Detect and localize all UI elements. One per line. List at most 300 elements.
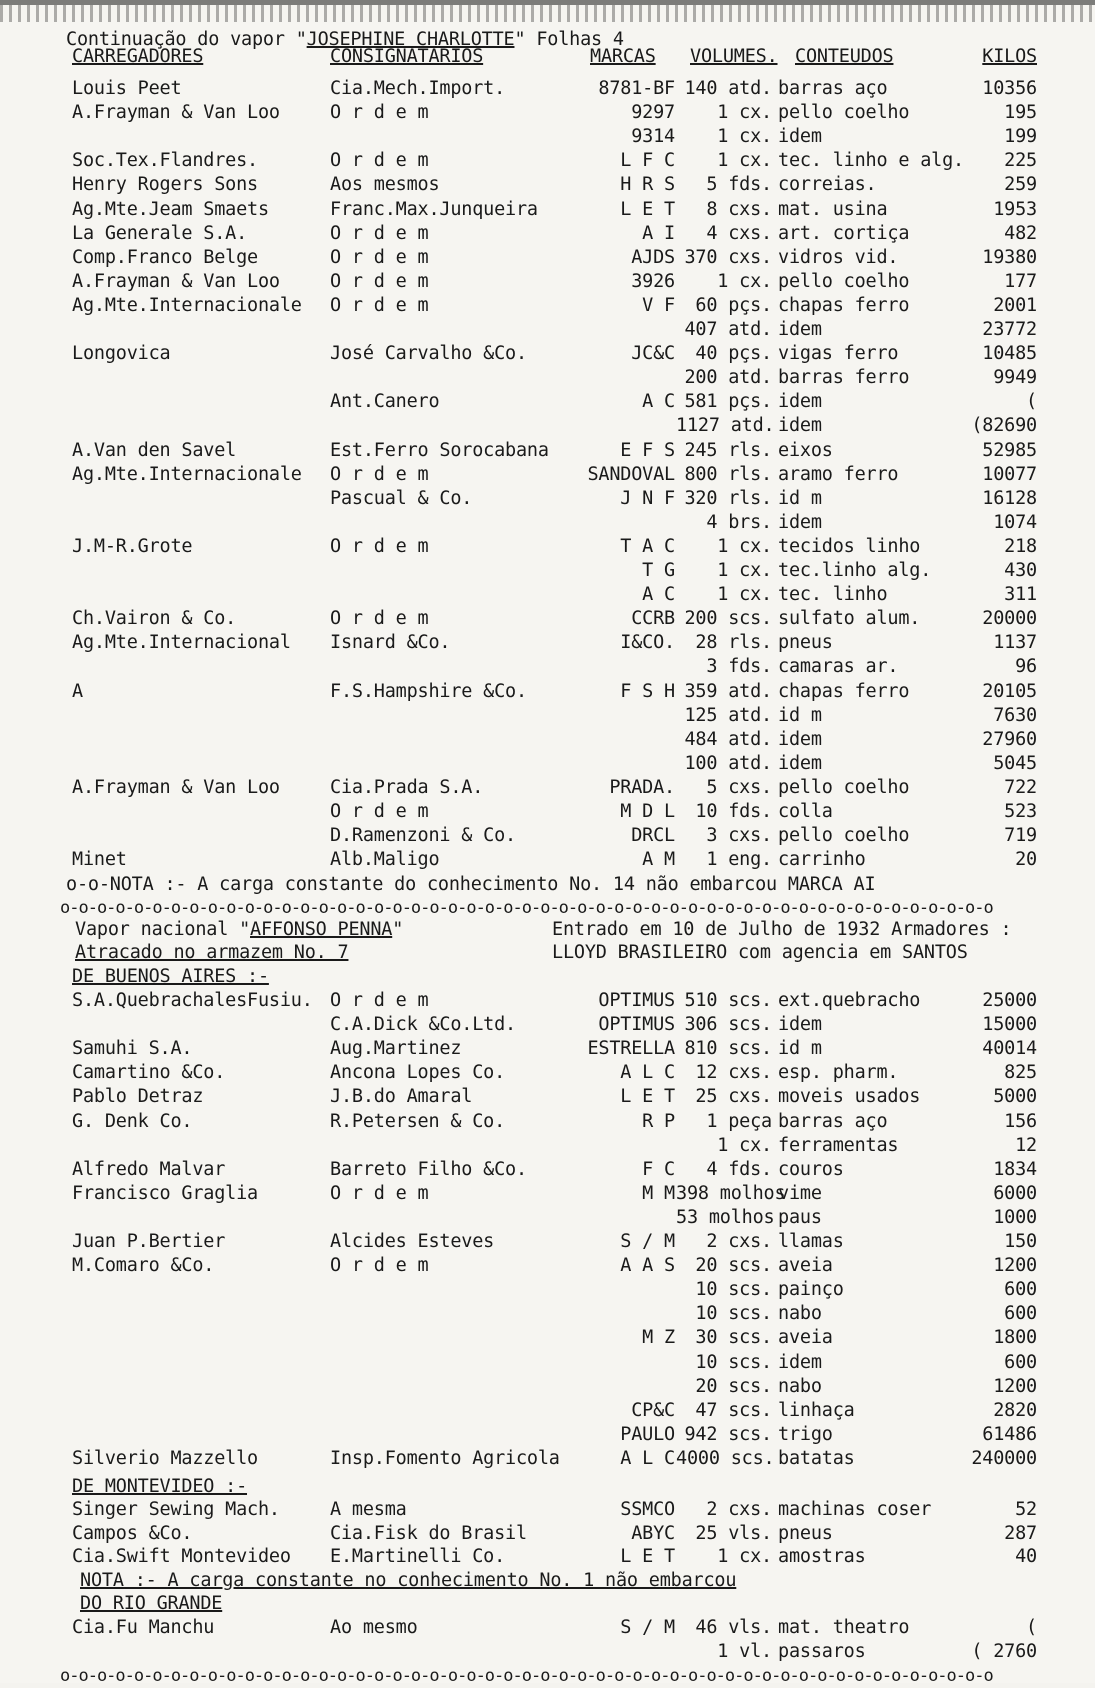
- cell-consignee: J.B.do Amaral: [330, 1086, 473, 1108]
- cell-shipper: [72, 824, 327, 848]
- cell-consignee: F.S.Hampshire &Co.: [330, 680, 527, 702]
- cell-volume: 140 atd.: [684, 78, 772, 99]
- cell-kilos: 52: [1015, 1499, 1037, 1520]
- cell-volume: 8 cxs.: [706, 198, 772, 220]
- cell-volume: 10 fds.: [695, 801, 772, 822]
- cell-shipper: Louis Peet: [72, 78, 182, 99]
- cell-contents: tec.linho alg.: [778, 560, 932, 581]
- cell-kilos: 199: [1004, 126, 1037, 148]
- cell-contents: aveia: [778, 1327, 833, 1349]
- cell-shipper: A.Frayman & Van Loo: [72, 270, 280, 292]
- cell-mark: 9297: [631, 102, 675, 124]
- cell-consignee: O r d e m: [330, 150, 429, 172]
- cell-kilos: 1000: [993, 1206, 1037, 1228]
- cell-kilos: 19380: [982, 246, 1037, 268]
- cell-mark: CCRB: [631, 608, 675, 630]
- cell-shipper: [72, 366, 327, 390]
- cell-kilos: 2820: [993, 1399, 1037, 1421]
- cell-kilos: 1200: [993, 1375, 1037, 1397]
- cell-shipper: La Generale S.A.: [72, 222, 248, 244]
- cell-volume: 2 cxs.: [706, 1231, 772, 1252]
- cell-contents: tecidos linho: [778, 535, 921, 557]
- cell-volume: 125 atd.: [684, 704, 772, 726]
- cell-volume: 484 atd.: [684, 728, 772, 750]
- cell-consignee: Isnard &Co.: [330, 632, 451, 654]
- cell-mark: A A S: [620, 1255, 675, 1277]
- cell-shipper: Cia.Swift Montevideo: [72, 1546, 291, 1567]
- cell-volume: 20 scs.: [695, 1255, 772, 1277]
- cell-kilos: 10356: [982, 78, 1037, 99]
- cell-mark: JC&C: [631, 343, 675, 365]
- cell-shipper: [72, 583, 327, 607]
- cell-contents: paus: [778, 1206, 822, 1228]
- cell-mark: T G: [642, 560, 675, 581]
- cell-contents: idem: [778, 415, 822, 437]
- cell-volume: 4 cxs.: [706, 222, 772, 244]
- cell-consignee: D.Ramenzoni & Co.: [330, 825, 516, 847]
- cell-mark: L E T: [620, 1546, 675, 1567]
- cell-kilos: 719: [1004, 825, 1037, 847]
- cell-contents: pello coelho: [778, 776, 910, 798]
- cell-volume: 810 scs.: [684, 1038, 772, 1060]
- cell-mark: F S H: [620, 680, 675, 702]
- cell-contents: camaras ar.: [778, 656, 899, 678]
- cell-mark: [535, 1278, 675, 1302]
- cell-volume: 398 molhos: [676, 1182, 786, 1204]
- cell-mark: PRADA.: [609, 776, 675, 798]
- cell-kilos: 240000: [971, 1447, 1037, 1469]
- cell-contents: painço: [778, 1279, 844, 1301]
- cell-shipper: Ag.Mte.Internacional: [72, 632, 291, 654]
- cell-contents: batatas: [778, 1447, 855, 1469]
- cell-mark: [535, 1134, 675, 1158]
- cell-contents: idem: [778, 1351, 822, 1373]
- cell-shipper: Cia.Fu Manchu: [72, 1617, 215, 1638]
- cell-contents: ext.quebracho: [778, 990, 921, 1011]
- cell-mark: [535, 1351, 675, 1375]
- cell-shipper: Samuhi S.A.: [72, 1038, 193, 1060]
- cell-shipper: [72, 1134, 327, 1158]
- cell-volume: 10 scs.: [695, 1351, 772, 1373]
- cell-mark: 8781-BF: [598, 78, 675, 99]
- cell-volume: 581 pçs.: [684, 391, 772, 413]
- cell-mark: T A C: [620, 535, 675, 557]
- cell-mark: [535, 752, 675, 776]
- cell-shipper: [72, 1423, 327, 1447]
- cell-contents: mat. theatro: [778, 1617, 910, 1638]
- cell-consignee: Ao mesmo: [330, 1617, 418, 1638]
- cell-consignee: Insp.Fomento Agricola: [330, 1447, 560, 1469]
- cell-shipper: S.A.QuebrachalesFusiu.: [72, 990, 313, 1011]
- cell-volume: 46 vls.: [695, 1617, 772, 1638]
- cell-shipper: Silverio Mazzello: [72, 1447, 258, 1469]
- cell-shipper: [72, 487, 327, 511]
- cell-kilos: 1800: [993, 1327, 1037, 1349]
- cell-volume: 359 atd.: [684, 680, 772, 702]
- cell-mark: L E T: [620, 1086, 675, 1108]
- cell-consignee: O r d e m: [330, 990, 429, 1011]
- cell-mark: [535, 1302, 675, 1326]
- cell-kilos: 150: [1004, 1231, 1037, 1252]
- cell-mark: A L C: [620, 1062, 675, 1084]
- cell-volume: 100 atd.: [684, 752, 772, 774]
- cell-volume: 4 brs.: [706, 511, 772, 533]
- cell-kilos: 12: [1015, 1134, 1037, 1156]
- cell-mark: [535, 1206, 675, 1230]
- cell-volume: 10 scs.: [695, 1303, 772, 1325]
- cell-volume: 1 cx.: [717, 270, 772, 292]
- cell-contents: mat. usina: [778, 198, 888, 220]
- cell-consignee: R.Petersen & Co.: [330, 1110, 506, 1132]
- cell-shipper: J.M-R.Grote: [72, 535, 193, 557]
- cell-consignee: O r d e m: [330, 270, 429, 292]
- cell-shipper: [72, 390, 327, 414]
- cell-contents: trigo: [778, 1423, 833, 1445]
- cell-consignee: Cia.Fisk do Brasil: [330, 1522, 527, 1544]
- cell-kilos: 1834: [993, 1158, 1037, 1180]
- section-rio-grande: DO RIO GRANDE: [80, 1593, 223, 1614]
- cell-contents: barras ferro: [778, 367, 910, 389]
- cell-mark: [535, 655, 675, 679]
- cell-contents: ferramentas: [778, 1134, 899, 1156]
- cell-kilos: 15000: [982, 1014, 1037, 1036]
- cell-kilos: (82690: [971, 415, 1037, 437]
- cell-volume: 3 fds.: [706, 656, 772, 678]
- cell-contents: couros: [778, 1158, 844, 1180]
- cell-contents: aramo ferro: [778, 463, 899, 485]
- cell-shipper: Ag.Mte.Jeam Smaets: [72, 198, 269, 220]
- cell-contents: chapas ferro: [778, 294, 910, 316]
- cell-shipper: [72, 1375, 327, 1399]
- cell-contents: aveia: [778, 1255, 833, 1277]
- cell-kilos: 20000: [982, 608, 1037, 630]
- cell-kilos: 259: [1004, 174, 1037, 196]
- cell-mark: SANDOVAL: [587, 463, 675, 485]
- cell-kilos: 2001: [993, 294, 1037, 316]
- cell-contents: moveis usados: [778, 1086, 921, 1108]
- cell-contents: idem: [778, 319, 822, 340]
- cell-shipper: [72, 752, 327, 776]
- cell-mark: OPTIMUS: [598, 1014, 675, 1036]
- cell-consignee: E.Martinelli Co.: [330, 1546, 506, 1567]
- header-conteudos: CONTEUDOS: [795, 46, 894, 67]
- cell-mark: [535, 728, 675, 752]
- cell-consignee: O r d e m: [330, 102, 429, 124]
- cell-kilos: 96: [1015, 656, 1037, 678]
- cell-shipper: [72, 704, 327, 728]
- cell-volume: 200 scs.: [684, 608, 772, 630]
- cell-contents: linhaça: [778, 1399, 855, 1421]
- cell-kilos: 825: [1004, 1062, 1037, 1084]
- cell-volume: 2 cxs.: [706, 1499, 772, 1520]
- cell-kilos: 10485: [982, 343, 1037, 365]
- vessel-affonso-penna: [75, 918, 545, 942]
- cell-kilos: 7630: [993, 704, 1037, 726]
- cell-volume: 5 cxs.: [706, 776, 772, 798]
- cell-shipper: [72, 1351, 327, 1375]
- cell-volume: 28 rls.: [695, 632, 772, 654]
- cell-mark: J N F: [620, 487, 675, 509]
- cell-volume: 1 cx.: [717, 150, 772, 172]
- cell-consignee: Alb.Maligo: [330, 849, 440, 871]
- cell-shipper: Ch.Vairon & Co.: [72, 608, 237, 630]
- cell-contents: nabo: [778, 1303, 822, 1325]
- cell-mark: V F: [642, 294, 675, 316]
- cell-shipper: A.Van den Savel: [72, 439, 237, 461]
- cell-consignee: O r d e m: [330, 801, 429, 822]
- title-suffix: " Folhas 4: [514, 29, 624, 50]
- cell-mark: A L C: [620, 1447, 675, 1469]
- cell-volume: 20 scs.: [695, 1375, 772, 1397]
- cell-shipper: Juan P.Bertier: [72, 1231, 226, 1252]
- cell-mark: OPTIMUS: [598, 990, 675, 1011]
- cell-volume: 800 rls.: [684, 463, 772, 485]
- cell-shipper: Ag.Mte.Internacionale: [72, 463, 302, 485]
- header-consignatarios: CONSIGNATARIOS: [330, 46, 484, 67]
- cell-mark: 3926: [631, 270, 675, 292]
- cell-consignee: Barreto Filho &Co.: [330, 1158, 527, 1180]
- cell-kilos: 10077: [982, 463, 1037, 485]
- ship-name: JOSEPHINE CHARLOTTE: [306, 29, 515, 50]
- cell-kilos: 287: [1004, 1522, 1037, 1544]
- cell-shipper: Alfredo Malvar: [72, 1158, 226, 1180]
- cell-shipper: G. Denk Co.: [72, 1110, 193, 1132]
- cell-kilos: 40014: [982, 1038, 1037, 1060]
- cell-mark: A C: [642, 391, 675, 413]
- bottom-separator: o-o-o-o-o-o-o-o-o-o-o-o-o-o-o-o-o-o-o-o-o-o-o-o-o-o-o-o-o-o-o-o-o-o-o-o-o-o-o-o-o-o-o-o-o-o-o-o-o-o-o: [60, 1666, 993, 1686]
- cell-volume: 1 eng.: [706, 849, 772, 871]
- cell-kilos: 1137: [993, 632, 1037, 654]
- cell-shipper: [72, 1640, 327, 1664]
- cell-consignee: Cia.Prada S.A.: [330, 776, 484, 798]
- cell-kilos: 225: [1004, 150, 1037, 172]
- cell-kilos: 430: [1004, 560, 1037, 581]
- cell-mark: DRCL: [631, 825, 675, 847]
- cell-volume: 30 scs.: [695, 1327, 772, 1349]
- note-conhecimento-14: o-o-NOTA :- A carga constante do conhecimento No. 14 não embarcou MARCA AI: [66, 874, 876, 895]
- cell-kilos: 218: [1004, 535, 1037, 557]
- cell-shipper: [72, 800, 327, 824]
- cell-contents: idem: [778, 728, 822, 750]
- cell-volume: 4 fds.: [706, 1158, 772, 1180]
- cell-kilos: 16128: [982, 487, 1037, 509]
- cell-volume: 5 fds.: [706, 174, 772, 196]
- cell-mark: CP&C: [631, 1399, 675, 1421]
- cell-contents: chapas ferro: [778, 680, 910, 702]
- cell-consignee: O r d e m: [330, 1255, 429, 1277]
- cell-volume: 60 pçs.: [695, 294, 772, 316]
- cell-consignee: O r d e m: [330, 608, 429, 630]
- cell-kilos: 61486: [982, 1423, 1037, 1445]
- cell-shipper: [72, 511, 327, 535]
- cell-volume: 942 scs.: [684, 1423, 772, 1445]
- cell-shipper: A.Frayman & Van Loo: [72, 776, 280, 798]
- header-volumes: VOLUMES.: [690, 46, 778, 67]
- cell-kilos: 311: [1004, 584, 1037, 606]
- cell-volume: 1 cx.: [717, 1546, 772, 1567]
- cell-contents: vime: [778, 1182, 822, 1204]
- cell-shipper: Campos &Co.: [72, 1522, 193, 1544]
- cell-mark: L E T: [620, 198, 675, 220]
- cell-contents: amostras: [778, 1546, 866, 1567]
- cell-volume: 1 cx.: [717, 126, 772, 148]
- cell-mark: A C: [642, 584, 675, 606]
- cell-mark: [535, 366, 675, 390]
- cell-volume: 12 cxs.: [695, 1062, 772, 1084]
- cell-mark: I&CO.: [620, 632, 675, 654]
- cell-kilos: 177: [1004, 270, 1037, 292]
- cell-kilos: 52985: [982, 439, 1037, 461]
- cell-consignee: Alcides Esteves: [330, 1231, 495, 1252]
- cell-shipper: Pablo Detraz: [72, 1086, 204, 1108]
- cell-contents: barras aço: [778, 1110, 888, 1132]
- cell-contents: sulfato alum.: [778, 608, 921, 630]
- cell-volume: 47 scs.: [695, 1399, 772, 1421]
- cell-volume: 200 atd.: [684, 367, 772, 389]
- cell-shipper: [72, 318, 327, 342]
- cell-consignee: Franc.Max.Junqueira: [330, 198, 538, 220]
- cell-consignee: O r d e m: [330, 222, 429, 244]
- cell-mark: H R S: [620, 174, 675, 196]
- cell-kilos: 5045: [993, 752, 1037, 774]
- cell-mark: E F S: [620, 439, 675, 461]
- cell-volume: 3 cxs.: [706, 825, 772, 847]
- cell-kilos: 600: [1004, 1279, 1037, 1301]
- cell-kilos: 20: [1015, 849, 1037, 871]
- vessel-name: AFFONSO PENNA: [250, 919, 393, 940]
- section-buenos-aires: DE BUENOS AIRES :-: [72, 966, 269, 987]
- cell-shipper: [72, 655, 327, 679]
- cell-consignee: Aug.Martinez: [330, 1038, 462, 1060]
- cell-shipper: Longovica: [72, 343, 171, 365]
- cell-shipper: [72, 1302, 327, 1326]
- cell-contents: tec. linho e alg.: [778, 150, 964, 172]
- cell-consignee: José Carvalho &Co.: [330, 343, 527, 365]
- cell-mark: A M: [642, 849, 675, 871]
- cell-mark: PAULO: [620, 1423, 675, 1445]
- cell-contents: pello coelho: [778, 825, 910, 847]
- cell-shipper: [72, 1278, 327, 1302]
- cell-volume: 407 atd.: [684, 319, 772, 340]
- cell-shipper: [72, 1399, 327, 1423]
- cell-kilos: 5000: [993, 1086, 1037, 1108]
- separator-line: o-o-o-o-o-o-o-o-o-o-o-o-o-o-o-o-o-o-o-o-o-o-o-o-o-o-o-o-o-o-o-o-o-o-o-o-o-o-o-o-o-o-o-o-o-o-o-o-o-o-o: [60, 898, 993, 918]
- vessel-dock: Atracado no armazem No. 7: [75, 942, 349, 963]
- cell-consignee: A mesma: [330, 1499, 407, 1520]
- cell-mark: AJDS: [631, 246, 675, 268]
- cell-volume: 320 rls.: [684, 487, 772, 509]
- cell-volume: 1 vl.: [717, 1641, 772, 1662]
- cell-contents: tec. linho: [778, 584, 888, 606]
- cell-shipper: [72, 414, 327, 438]
- cell-volume: 10 scs.: [695, 1279, 772, 1301]
- cell-mark: [535, 1375, 675, 1399]
- cell-kilos: 27960: [982, 728, 1037, 750]
- cell-contents: idem: [778, 126, 822, 148]
- cell-shipper: [72, 559, 327, 583]
- cell-volume: 1 cx.: [717, 560, 772, 581]
- cell-contents: idem: [778, 511, 822, 533]
- cell-shipper: [72, 728, 327, 752]
- cell-consignee: O r d e m: [330, 1182, 429, 1204]
- cell-contents: id m: [778, 487, 822, 509]
- cell-mark: [535, 704, 675, 728]
- cell-shipper: A: [72, 680, 83, 702]
- cell-shipper: [72, 1013, 327, 1037]
- cell-kilos: 9949: [993, 367, 1037, 389]
- cell-kilos: 722: [1004, 776, 1037, 798]
- cell-contents: vigas ferro: [778, 343, 899, 365]
- cell-volume: 1 cx.: [717, 1134, 772, 1156]
- cell-volume: 1 peça: [706, 1110, 772, 1132]
- cell-mark: S / M: [620, 1231, 675, 1252]
- cell-shipper: Camartino &Co.: [72, 1062, 226, 1084]
- cell-volume: 25 cxs.: [695, 1086, 772, 1108]
- title-prefix: Continuação do vapor ": [66, 29, 307, 50]
- cell-contents: nabo: [778, 1375, 822, 1397]
- cell-contents: correias.: [778, 174, 877, 196]
- cell-contents: barras aço: [778, 78, 888, 99]
- cell-contents: art. cortiça: [778, 222, 910, 244]
- cell-mark: M Z: [642, 1327, 675, 1349]
- cell-volume: 370 cxs.: [684, 246, 772, 268]
- cell-contents: id m: [778, 1038, 822, 1060]
- cell-kilos: 156: [1004, 1110, 1037, 1132]
- header-kilos: KILOS: [982, 46, 1037, 67]
- cell-consignee: Pascual & Co.: [330, 487, 473, 509]
- cell-volume: 25 vls.: [695, 1522, 772, 1544]
- cell-mark: [535, 1640, 675, 1664]
- cell-consignee: O r d e m: [330, 294, 429, 316]
- cell-volume: 306 scs.: [684, 1014, 772, 1036]
- cell-volume: 53 molhos: [676, 1206, 775, 1228]
- cell-kilos: (: [1026, 391, 1037, 413]
- cell-kilos: 20105: [982, 680, 1037, 702]
- note-conhecimento-1: NOTA :- A carga constante no conhecimento No. 1 não embarcou: [80, 1570, 737, 1591]
- cell-consignee: Ant.Canero: [330, 391, 440, 413]
- cell-consignee: O r d e m: [330, 246, 429, 268]
- cell-volume: 40 pçs.: [695, 343, 772, 365]
- vessel-owners: LLOYD BRASILEIRO com agencia em SANTOS: [552, 942, 968, 963]
- cell-mark: S / M: [620, 1617, 675, 1638]
- cell-kilos: 1074: [993, 511, 1037, 533]
- cell-kilos: 6000: [993, 1182, 1037, 1204]
- cell-mark: M M: [642, 1182, 675, 1204]
- cell-mark: ESTRELLA: [587, 1038, 675, 1060]
- cell-shipper: A.Frayman & Van Loo: [72, 102, 280, 124]
- cell-shipper: Minet: [72, 849, 127, 871]
- cell-shipper: Ag.Mte.Internacionale: [72, 294, 302, 316]
- cell-mark: SSMCO: [620, 1499, 675, 1520]
- cell-contents: passaros: [778, 1641, 866, 1662]
- cell-consignee: O r d e m: [330, 535, 429, 557]
- cell-mark: M D L: [620, 801, 675, 822]
- cell-volume: 1127 atd.: [676, 415, 775, 437]
- cell-consignee: C.A.Dick &Co.Ltd.: [330, 1014, 516, 1036]
- cell-mark: [535, 414, 675, 438]
- cell-kilos: (: [1026, 1617, 1037, 1638]
- cell-contents: idem: [778, 1014, 822, 1036]
- vessel-suffix: ": [392, 919, 404, 940]
- cell-mark: R P: [642, 1110, 675, 1132]
- section-montevideo: DE MONTEVIDEO :-: [72, 1476, 248, 1497]
- cell-contents: carrinho: [778, 849, 866, 871]
- cell-kilos: 25000: [982, 990, 1037, 1011]
- cell-kilos: 523: [1004, 801, 1037, 822]
- cell-contents: esp. pharm.: [778, 1062, 899, 1084]
- cell-mark: L F C: [620, 150, 675, 172]
- cell-mark: [535, 511, 675, 535]
